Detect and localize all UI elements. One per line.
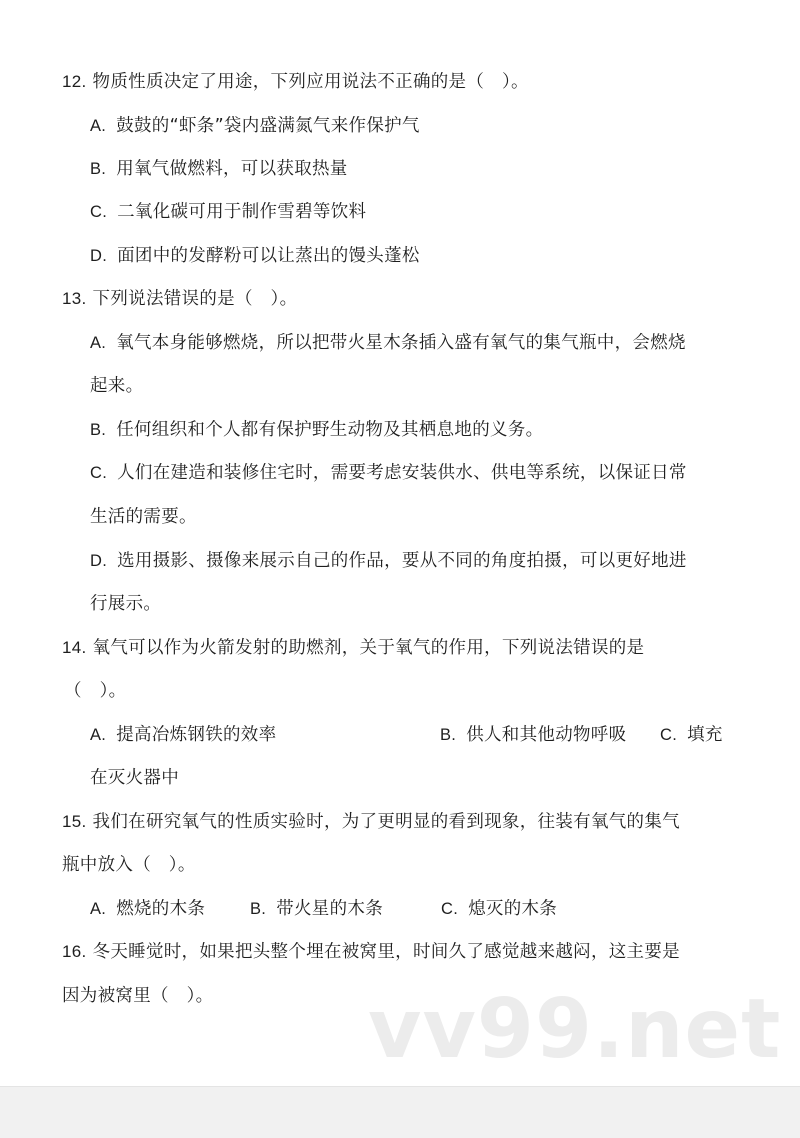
option-text: 填充 (687, 725, 723, 745)
question-number: 14. (62, 638, 87, 657)
option-text: 熄灭的木条 (468, 899, 558, 919)
option-text: 选用摄影、摄像来展示自己的作品，要从不同的角度拍摄，可以更好地进 (117, 551, 687, 571)
question-text: 物质性质决定了用途，下列应用说法不正确的是（ ）。 (92, 72, 529, 92)
option-text: 用氧气做燃料，可以获取热量 (116, 159, 348, 179)
option-text: 生活的需要。 (90, 507, 197, 527)
option-text: 二氧化碳可用于制作雪碧等饮料 (117, 202, 367, 222)
question-text: 冬天睡觉时，如果把头整个埋在被窝里，时间久了感觉越来越闷，这主要是 (92, 942, 680, 962)
question-14-stem-cont (64, 679, 126, 703)
option-text: 任何组织和个人都有保护野生动物及其栖息地的义务。 (116, 420, 544, 440)
question-number: 15. (62, 812, 87, 831)
page-bottom-band (0, 1086, 800, 1138)
question-14-option-c (660, 723, 723, 747)
question-13-option-b (90, 418, 543, 442)
option-text: 带火星的木条 (276, 899, 384, 919)
option-label: C. (441, 900, 459, 918)
question-15-option-b (250, 897, 383, 921)
question-12-option-a (90, 114, 420, 138)
option-label: C. (90, 464, 108, 482)
option-label: C. (90, 203, 108, 221)
option-label: B. (440, 726, 457, 744)
question-text: 瓶中放入（ ）。 (62, 855, 196, 875)
option-text: 提高冶炼钢铁的效率 (116, 725, 277, 745)
question-12-stem (62, 70, 529, 94)
option-text: 供人和其他动物呼吸 (466, 725, 627, 745)
option-label: B. (90, 421, 107, 439)
question-13-option-a-cont (90, 374, 143, 398)
question-16-stem (62, 940, 680, 964)
question-number: 12. (62, 72, 87, 91)
option-label: A. (90, 334, 107, 352)
question-number: 13. (62, 289, 87, 308)
question-14-option-b (440, 723, 626, 747)
question-13-option-d-cont (90, 592, 161, 616)
option-label: D. (90, 552, 108, 570)
option-text: 起来。 (90, 376, 144, 396)
option-text: 行展示。 (90, 594, 162, 614)
option-text: 面团中的发酵粉可以让蒸出的馒头蓬松 (117, 246, 420, 266)
option-text: 鼓鼓的“虾条”袋内盛满氮气来作保护气 (116, 116, 420, 136)
question-16-stem-cont (62, 984, 213, 1008)
question-13-stem (62, 287, 297, 311)
question-12-option-c (90, 200, 366, 224)
question-13-option-a (90, 331, 686, 355)
question-text: 下列说法错误的是（ ）。 (92, 289, 298, 309)
watermark: vv99.net (368, 982, 782, 1077)
question-text: （ ）。 (64, 681, 127, 701)
question-13-option-d (90, 549, 687, 573)
option-text: 燃烧的木条 (116, 899, 206, 919)
option-label: B. (250, 900, 267, 918)
question-15-stem-cont (62, 853, 196, 877)
question-14-stem (62, 636, 644, 660)
option-label: D. (90, 247, 108, 265)
option-label: A. (90, 726, 107, 744)
question-13-option-c-cont (90, 505, 197, 529)
question-15-stem (62, 810, 680, 834)
question-text: 氧气可以作为火箭发射的助燃剂，关于氧气的作用，下列说法错误的是 (92, 638, 645, 658)
option-text: 在灭火器中 (90, 768, 179, 788)
option-text: 人们在建造和装修住宅时，需要考虑安装供水、供电等系统，以保证日常 (117, 463, 687, 483)
option-text: 氧气本身能够燃烧，所以把带火星木条插入盛有氧气的集气瓶中，会燃烧 (116, 333, 686, 353)
question-text: 因为被窝里（ ）。 (62, 986, 214, 1006)
option-label: A. (90, 900, 107, 918)
question-15-option-c (441, 897, 557, 921)
question-number: 16. (62, 942, 87, 961)
question-12-option-d (90, 244, 420, 268)
question-text: 我们在研究氧气的性质实验时，为了更明显的看到现象，往装有氧气的集气 (92, 812, 680, 832)
question-12-option-b (90, 157, 348, 181)
question-13-option-c (90, 461, 687, 485)
question-14-option-c-cont (90, 766, 179, 790)
question-15-option-a (90, 897, 205, 921)
option-label: C. (660, 726, 678, 744)
question-14-option-a (90, 723, 276, 747)
option-label: B. (90, 160, 107, 178)
option-label: A. (90, 117, 107, 135)
